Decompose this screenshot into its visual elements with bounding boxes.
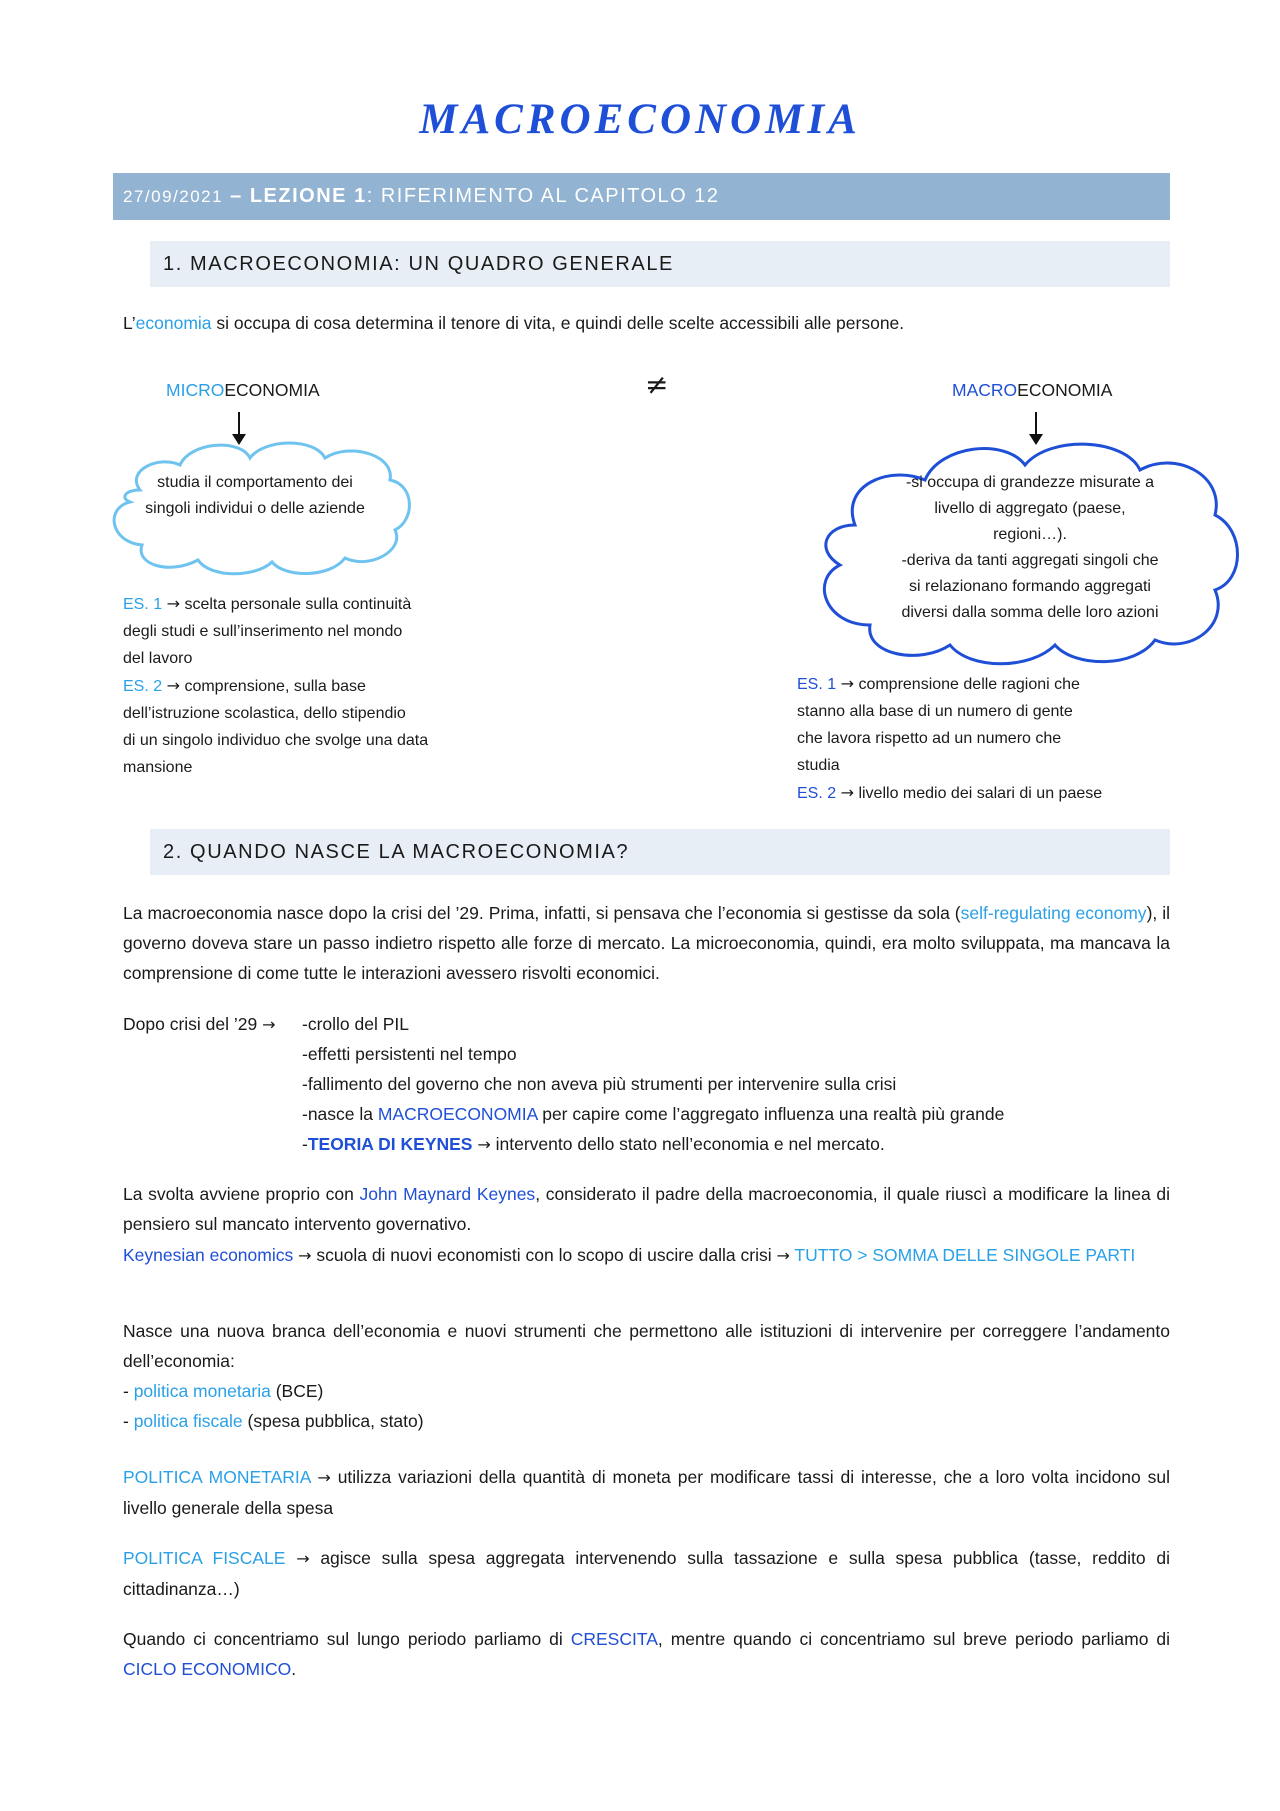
p2-text: , considerato il padre della macroeconomia, il quale riuscì a modificare la linea di pensiero sul mancato intervento governativo. xyxy=(123,1184,1170,1234)
macro-es1-label: ES. 1 xyxy=(797,676,837,693)
dopo-item-text: - xyxy=(302,1134,308,1154)
macro-cloud-line: diversi dalla somma delle loro azioni xyxy=(901,604,1159,621)
arrow-icon: → xyxy=(477,1135,491,1154)
micro-label xyxy=(166,375,320,405)
p2-text: La svolta avviene proprio con xyxy=(123,1184,360,1204)
politica-fiscale-heading: POLITICA FISCALE xyxy=(123,1548,286,1568)
lezione-rest: : RIFERIMENTO AL CAPITOLO 12 xyxy=(366,185,720,207)
micro-cloud-line: singoli individui o delle aziende xyxy=(145,500,365,517)
micro-es2-label: ES. 2 xyxy=(123,678,163,695)
arrow-icon: → xyxy=(840,783,854,802)
politica-fiscale-link: politica fiscale xyxy=(133,1411,243,1431)
politica-fiscale-paragraph xyxy=(123,1543,1170,1604)
politica-monetaria-paragraph xyxy=(123,1462,1170,1523)
dopo-crisi-label xyxy=(123,1009,276,1040)
dopo-item-text: intervento dello stato nell’economia e nel mercato. xyxy=(490,1134,885,1154)
arrow-icon: → xyxy=(166,676,180,695)
dopo-item-text: -nasce la xyxy=(302,1104,378,1124)
intro-economia-link: economia xyxy=(135,313,212,333)
dopo-item: -crollo del PIL xyxy=(302,1014,409,1034)
lezione-date: 27/09/2021 xyxy=(123,187,224,206)
dopo-label: Dopo crisi del ’29 xyxy=(123,1014,258,1034)
arrow-icon: → xyxy=(262,1015,276,1034)
macro-es1-line: studia xyxy=(797,757,840,774)
intro-pre: L’ xyxy=(123,313,136,333)
macro-cloud-text xyxy=(845,470,1215,626)
micro-es2-line: di un singolo individuo che svolge una data xyxy=(123,732,429,749)
macro-cloud-line: -si occupa di grandezze misurate a xyxy=(905,474,1155,491)
p7-text: Quando ci concentriamo sul lungo periodo parliamo di xyxy=(123,1629,571,1649)
arrow-icon: → xyxy=(298,1246,312,1265)
dopo-item: -fallimento del governo che non aveva più strumenti per intervenire sulla crisi xyxy=(302,1074,897,1094)
keynesian-economics-link: Keynesian economics xyxy=(123,1245,294,1265)
keynes-link: John Maynard Keynes xyxy=(359,1184,536,1204)
tutto-somma-link: TUTTO > SOMMA DELLE SINGOLE PARTI xyxy=(794,1245,1136,1265)
macroeconomia-link: MACROECONOMIA xyxy=(377,1104,538,1124)
teoria-keynes-link: TEORIA DI KEYNES xyxy=(307,1134,473,1154)
dopo-item: -effetti persistenti nel tempo xyxy=(302,1044,517,1064)
macro-suffix: ECONOMIA xyxy=(1017,380,1113,400)
macro-es2-label: ES. 2 xyxy=(797,785,837,802)
macro-cloud-line: regioni…). xyxy=(993,526,1067,543)
micro-prefix: MICRO xyxy=(166,380,225,400)
lezione-dash: – xyxy=(223,185,250,207)
micro-es2-line: mansione xyxy=(123,759,193,776)
micro-suffix: ECONOMIA xyxy=(224,380,320,400)
dopo-item xyxy=(302,1129,1182,1160)
macro-cloud-line: si relazionano formando aggregati xyxy=(909,578,1151,595)
politica-monetaria-link: politica monetaria xyxy=(133,1381,271,1401)
page-title: MACROECONOMIA xyxy=(419,96,861,143)
list-item xyxy=(123,1406,1170,1436)
politica-monetaria-heading: POLITICA MONETARIA xyxy=(123,1467,311,1487)
arrow-icon: → xyxy=(776,1246,790,1265)
macro-es1-text: comprensione delle ragioni che xyxy=(854,676,1080,693)
ciclo-economico-link: CICLO ECONOMICO xyxy=(123,1659,292,1679)
micro-es1-line: del lavoro xyxy=(123,650,193,667)
macro-prefix: MACRO xyxy=(952,380,1018,400)
list-text: (BCE) xyxy=(270,1381,324,1401)
dopo-item-text: per capire come l’aggregato influenza una realtà più grande xyxy=(537,1104,1005,1124)
p7-text: , mentre quando ci concentriamo sul breve periodo parliamo di xyxy=(657,1629,1170,1649)
micro-examples xyxy=(123,590,483,781)
p1-text: ), il governo doveva stare un passo indietro rispetto alle forze di mercato. La microeconomia, quindi, era molto sviluppata, ma mancava la comprensione di come tutte le interazioni avessero risvolti economici. xyxy=(123,903,1171,983)
not-equal-sign: ≠ xyxy=(645,368,669,401)
arrow-icon: → xyxy=(166,594,180,613)
arrow-icon: → xyxy=(840,674,854,693)
p6-text: agisce sulla spesa aggregata intervenendo sulla tassazione e sulla spesa pubblica (tasse, reddito di cittadinanza…) xyxy=(123,1548,1170,1599)
lezione-label: LEZIONE 1 xyxy=(249,185,367,207)
arrow-icon: → xyxy=(317,1468,331,1487)
p7-text: . xyxy=(291,1659,297,1679)
list-dash: - xyxy=(123,1411,134,1431)
crescita-link: CRESCITA xyxy=(570,1629,658,1649)
list-item xyxy=(123,1376,1170,1406)
micro-es1-line: degli studi e sull’inserimento nel mondo xyxy=(123,623,403,640)
p5-text: utilizza variazioni della quantità di moneta per modificare tassi di interesse, che a loro volta incidono sul livello generale della spesa xyxy=(123,1467,1170,1518)
section-2-heading: 2. QUANDO NASCE LA MACROECONOMIA? xyxy=(150,829,1170,875)
p3-text: scuola di nuovi economisti con lo scopo di uscire dalla crisi xyxy=(311,1245,777,1265)
micro-es2-line: dell’istruzione scolastica, dello stipendio xyxy=(123,705,406,722)
arrow-icon: → xyxy=(296,1549,310,1568)
intro-post: si occupa di cosa determina il tenore di vita, e quindi delle scelte accessibili alle persone. xyxy=(211,313,905,333)
lezione-header xyxy=(113,173,1170,220)
section-2-paragraph-2 xyxy=(123,1179,1170,1239)
micro-cloud-line: studia il comportamento dei xyxy=(157,474,353,491)
keynesian-paragraph xyxy=(123,1240,1170,1271)
macro-es1-line: stanno alla base di un numero di gente xyxy=(797,703,1073,720)
p1-text: La macroeconomia nasce dopo la crisi del ’29. Prima, infatti, si pensava che l’economia si gestisse da sola ( xyxy=(123,903,961,923)
politiche-list xyxy=(123,1376,1170,1436)
intro-paragraph xyxy=(123,308,1173,338)
list-text: (spesa pubblica, stato) xyxy=(242,1411,424,1431)
macro-es2-text: livello medio dei salari di un paese xyxy=(854,785,1103,802)
macro-label xyxy=(952,375,1112,405)
list-dash: - xyxy=(123,1381,134,1401)
self-regulating-link: self-regulating economy xyxy=(960,903,1147,923)
micro-es1-text: scelta personale sulla continuità xyxy=(180,596,412,613)
section-2-paragraph-4: Nasce una nuova branca dell’economia e nuovi strumenti che permettono alle istituzioni di intervenire per correggere l’andamento dell’economia: xyxy=(123,1321,1170,1371)
macro-examples xyxy=(797,670,1177,807)
dopo-crisi-list xyxy=(302,1009,1182,1160)
section-2-paragraph-1 xyxy=(123,898,1170,988)
macro-es1-line: che lavora rispetto ad un numero che xyxy=(797,730,1062,747)
macro-cloud-line: livello di aggregato (paese, xyxy=(934,500,1126,517)
micro-cloud-text xyxy=(110,470,400,522)
micro-es1-label: ES. 1 xyxy=(123,596,163,613)
dopo-item xyxy=(302,1099,1182,1129)
section-1-heading: 1. MACROECONOMIA: UN QUADRO GENERALE xyxy=(150,241,1170,287)
crescita-paragraph xyxy=(123,1624,1170,1684)
macro-cloud-line: -deriva da tanti aggregati singoli che xyxy=(901,552,1159,569)
micro-es2-text: comprensione, sulla base xyxy=(180,678,366,695)
